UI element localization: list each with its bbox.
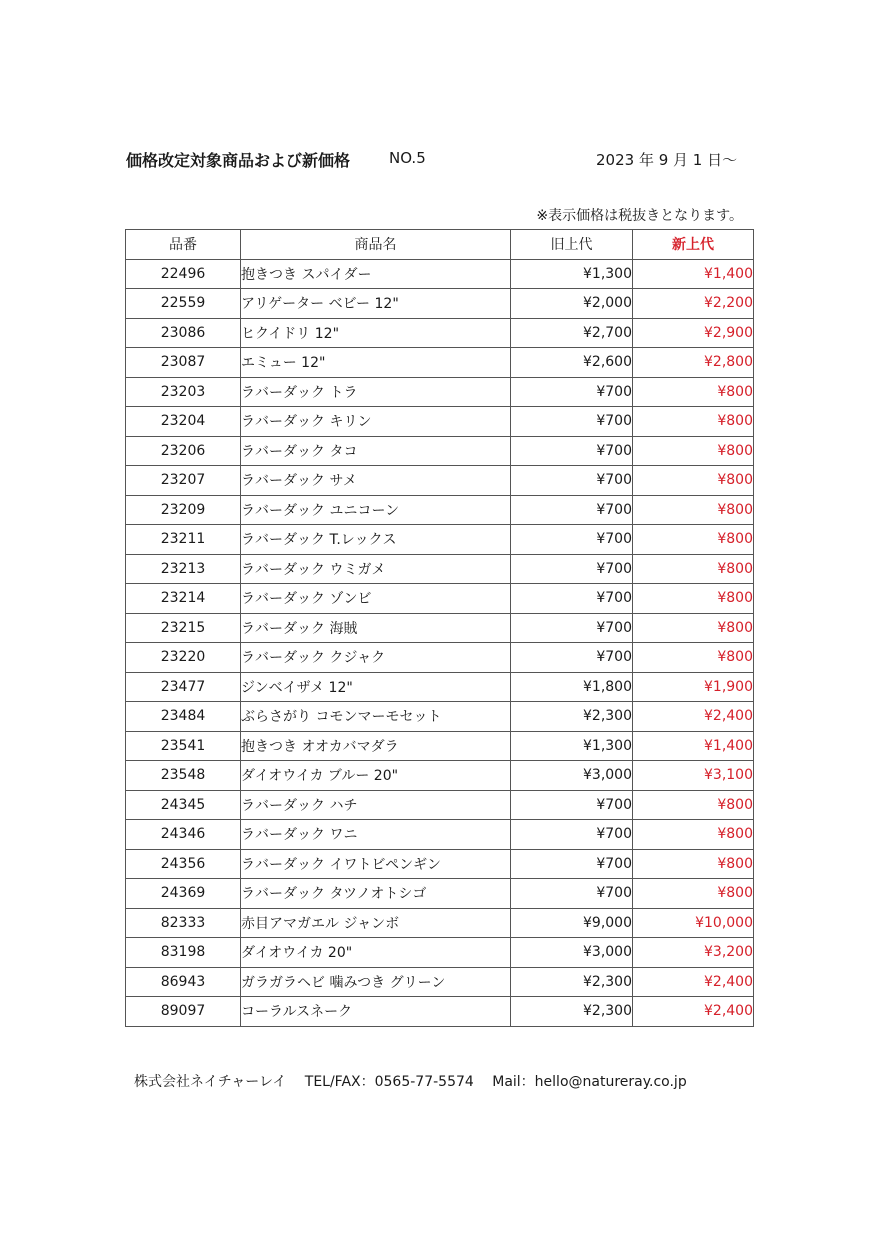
cell-old-price: ¥700 <box>511 849 633 879</box>
cell-old-price: ¥9,000 <box>511 908 633 938</box>
cell-product-code: 24369 <box>126 879 241 909</box>
cell-product-code: 23484 <box>126 702 241 732</box>
cell-product-code: 23214 <box>126 584 241 614</box>
cell-product-code: 86943 <box>126 967 241 997</box>
table-row <box>126 436 754 466</box>
cell-product-code: 23206 <box>126 436 241 466</box>
cell-product-name: ジンベイザメ 12" <box>241 672 511 702</box>
cell-new-price: ¥800 <box>633 525 754 555</box>
cell-old-price: ¥700 <box>511 613 633 643</box>
tax-note: ※表示価格は税抜きとなります。 <box>536 208 743 224</box>
cell-new-price: ¥800 <box>633 584 754 614</box>
cell-product-name: ラバーダック トラ <box>241 377 511 407</box>
cell-product-name: ラバーダック ウミガメ <box>241 554 511 584</box>
cell-product-name: アリゲーター ベビー 12" <box>241 289 511 319</box>
cell-product-code: 23541 <box>126 731 241 761</box>
cell-product-code: 89097 <box>126 997 241 1027</box>
cell-new-price: ¥800 <box>633 466 754 496</box>
cell-product-code: 83198 <box>126 938 241 968</box>
cell-new-price: ¥800 <box>633 613 754 643</box>
cell-old-price: ¥2,000 <box>511 289 633 319</box>
table-row <box>126 289 754 319</box>
table-row <box>126 407 754 437</box>
table-row <box>126 377 754 407</box>
cell-old-price: ¥2,300 <box>511 967 633 997</box>
cell-product-code: 23477 <box>126 672 241 702</box>
cell-new-price: ¥10,000 <box>633 908 754 938</box>
cell-new-price: ¥800 <box>633 377 754 407</box>
cell-old-price: ¥700 <box>511 820 633 850</box>
cell-new-price: ¥2,200 <box>633 289 754 319</box>
table-row <box>126 761 754 791</box>
table-row <box>126 259 754 289</box>
cell-old-price: ¥2,600 <box>511 348 633 378</box>
cell-old-price: ¥700 <box>511 584 633 614</box>
table-row <box>126 554 754 584</box>
cell-old-price: ¥700 <box>511 790 633 820</box>
cell-product-code: 23204 <box>126 407 241 437</box>
cell-new-price: ¥3,100 <box>633 761 754 791</box>
cell-product-name: ぶらさがり コモンマーモセット <box>241 702 511 732</box>
cell-product-name: ダイオウイカ 20" <box>241 938 511 968</box>
cell-new-price: ¥3,200 <box>633 938 754 968</box>
table-row <box>126 731 754 761</box>
cell-new-price: ¥1,900 <box>633 672 754 702</box>
cell-new-price: ¥800 <box>633 436 754 466</box>
cell-product-code: 23213 <box>126 554 241 584</box>
cell-product-code: 23548 <box>126 761 241 791</box>
cell-old-price: ¥700 <box>511 407 633 437</box>
table-row <box>126 466 754 496</box>
table-row <box>126 967 754 997</box>
cell-new-price: ¥2,400 <box>633 997 754 1027</box>
cell-product-code: 22559 <box>126 289 241 319</box>
cell-new-price: ¥800 <box>633 495 754 525</box>
table-row <box>126 613 754 643</box>
cell-product-name: ダイオウイカ ブルー 20" <box>241 761 511 791</box>
cell-new-price: ¥1,400 <box>633 731 754 761</box>
table-row <box>126 879 754 909</box>
cell-product-code: 22496 <box>126 259 241 289</box>
cell-product-name: ラバーダック ユニコーン <box>241 495 511 525</box>
price-table <box>125 229 754 1027</box>
cell-product-code: 23220 <box>126 643 241 673</box>
cell-product-name: ラバーダック ハチ <box>241 790 511 820</box>
cell-product-name: 抱きつき スパイダー <box>241 259 511 289</box>
cell-product-code: 23086 <box>126 318 241 348</box>
cell-product-code: 24345 <box>126 790 241 820</box>
table-row <box>126 790 754 820</box>
cell-product-name: ラバーダック タツノオトシゴ <box>241 879 511 909</box>
column-header-code: 品番 <box>126 230 241 260</box>
cell-product-name: ラバーダック イワトビペンギン <box>241 849 511 879</box>
cell-product-name: ラバーダック クジャク <box>241 643 511 673</box>
cell-new-price: ¥1,400 <box>633 259 754 289</box>
cell-new-price: ¥800 <box>633 554 754 584</box>
cell-new-price: ¥800 <box>633 643 754 673</box>
cell-new-price: ¥800 <box>633 879 754 909</box>
cell-old-price: ¥1,300 <box>511 259 633 289</box>
cell-new-price: ¥800 <box>633 849 754 879</box>
cell-new-price: ¥2,400 <box>633 702 754 732</box>
cell-new-price: ¥800 <box>633 790 754 820</box>
cell-old-price: ¥700 <box>511 643 633 673</box>
table-body <box>126 259 754 1026</box>
cell-old-price: ¥3,000 <box>511 761 633 791</box>
cell-product-name: ラバーダック ゾンビ <box>241 584 511 614</box>
table-row <box>126 938 754 968</box>
effective-date: 2023 年 9 月 1 日〜 <box>596 151 738 169</box>
cell-product-code: 23087 <box>126 348 241 378</box>
cell-product-code: 23215 <box>126 613 241 643</box>
cell-product-code: 23203 <box>126 377 241 407</box>
table-row <box>126 820 754 850</box>
cell-old-price: ¥1,800 <box>511 672 633 702</box>
table-row <box>126 643 754 673</box>
cell-product-code: 23207 <box>126 466 241 496</box>
table-row <box>126 525 754 555</box>
table-row <box>126 702 754 732</box>
document-title: 価格改定対象商品および新価格 <box>126 151 351 170</box>
cell-product-name: ラバーダック ワニ <box>241 820 511 850</box>
cell-new-price: ¥2,800 <box>633 348 754 378</box>
cell-old-price: ¥700 <box>511 525 633 555</box>
cell-old-price: ¥700 <box>511 495 633 525</box>
cell-new-price: ¥800 <box>633 820 754 850</box>
cell-old-price: ¥1,300 <box>511 731 633 761</box>
table-row <box>126 849 754 879</box>
table-row <box>126 997 754 1027</box>
cell-old-price: ¥700 <box>511 436 633 466</box>
cell-old-price: ¥3,000 <box>511 938 633 968</box>
table-row <box>126 584 754 614</box>
cell-product-name: エミュー 12" <box>241 348 511 378</box>
cell-product-name: ガラガラヘビ 噛みつき グリーン <box>241 967 511 997</box>
cell-new-price: ¥800 <box>633 407 754 437</box>
table-row <box>126 348 754 378</box>
column-header-new-price: 新上代 <box>633 230 754 260</box>
cell-old-price: ¥2,300 <box>511 702 633 732</box>
cell-product-name: ラバーダック サメ <box>241 466 511 496</box>
cell-product-code: 23209 <box>126 495 241 525</box>
table-row <box>126 495 754 525</box>
cell-product-code: 82333 <box>126 908 241 938</box>
cell-old-price: ¥2,700 <box>511 318 633 348</box>
company-footer: 株式会社ネイチャーレイ TEL/FAX：0565-77-5574 Mail：hello@natureray.co.jp <box>134 1074 687 1090</box>
cell-new-price: ¥2,900 <box>633 318 754 348</box>
cell-product-name: ラバーダック 海賊 <box>241 613 511 643</box>
document-number: NO.5 <box>389 149 426 167</box>
cell-new-price: ¥2,400 <box>633 967 754 997</box>
table-row <box>126 672 754 702</box>
column-header-old-price: 旧上代 <box>511 230 633 260</box>
cell-old-price: ¥700 <box>511 879 633 909</box>
column-header-name: 商品名 <box>241 230 511 260</box>
cell-old-price: ¥700 <box>511 466 633 496</box>
cell-product-name: ラバーダック キリン <box>241 407 511 437</box>
cell-product-name: コーラルスネーク <box>241 997 511 1027</box>
table-row <box>126 318 754 348</box>
cell-product-name: 赤目アマガエル ジャンボ <box>241 908 511 938</box>
table-header-row <box>126 230 754 260</box>
cell-product-code: 24356 <box>126 849 241 879</box>
cell-product-name: 抱きつき オオカバマダラ <box>241 731 511 761</box>
table-row <box>126 908 754 938</box>
cell-old-price: ¥700 <box>511 377 633 407</box>
cell-product-code: 24346 <box>126 820 241 850</box>
cell-old-price: ¥2,300 <box>511 997 633 1027</box>
cell-product-name: ラバーダック T.レックス <box>241 525 511 555</box>
cell-product-name: ラバーダック タコ <box>241 436 511 466</box>
cell-old-price: ¥700 <box>511 554 633 584</box>
cell-product-name: ヒクイドリ 12" <box>241 318 511 348</box>
cell-product-code: 23211 <box>126 525 241 555</box>
